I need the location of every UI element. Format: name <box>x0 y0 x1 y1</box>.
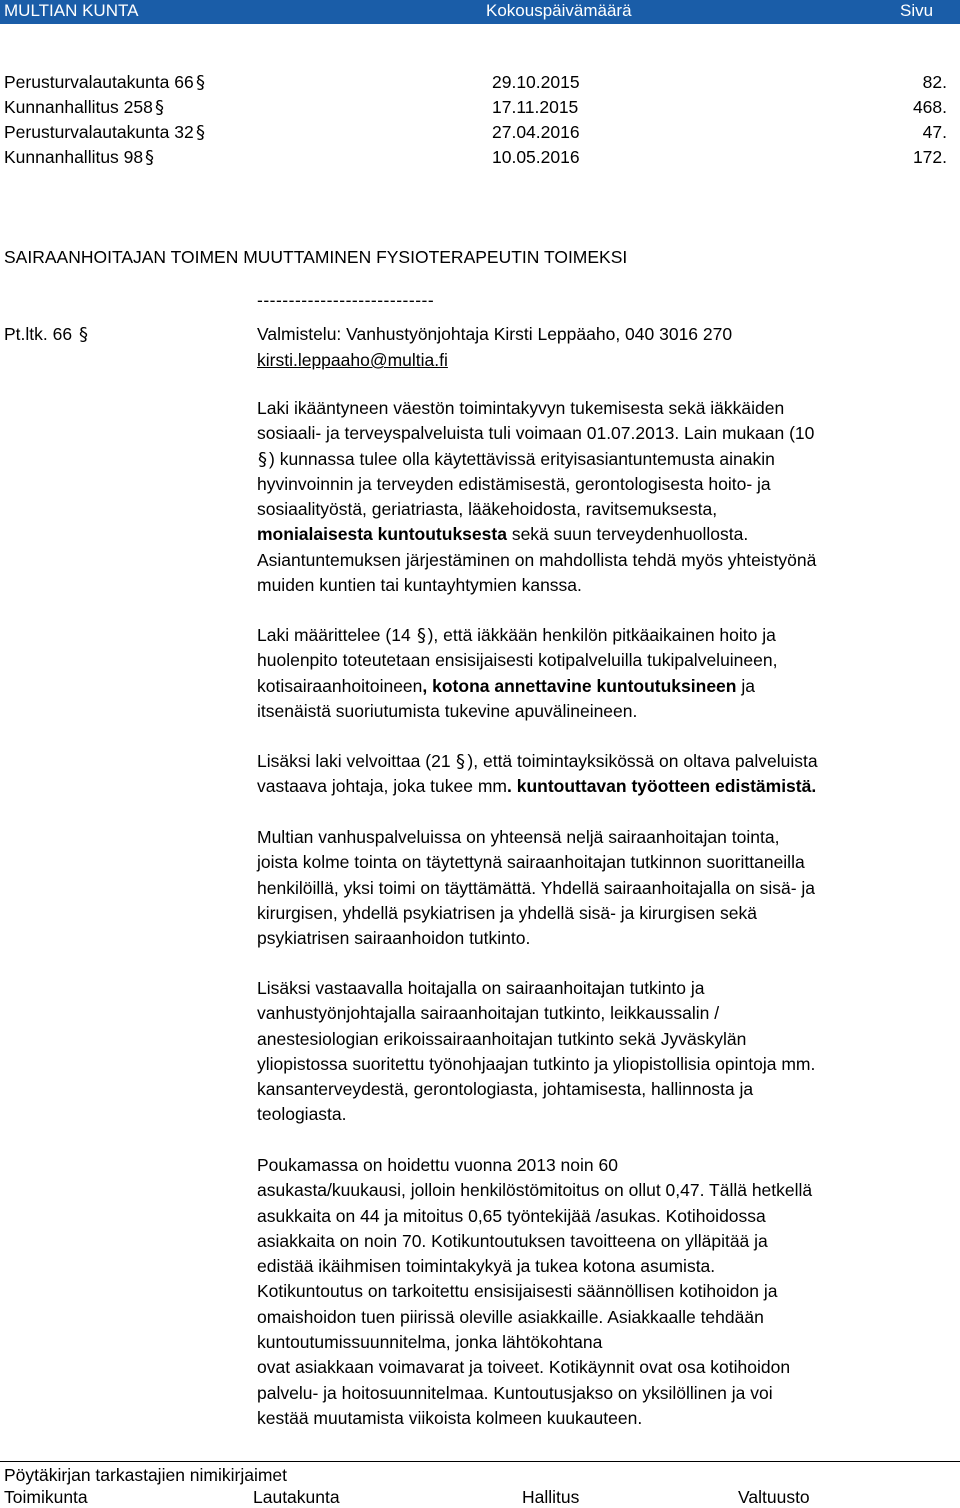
svg-text:§: § <box>154 97 164 118</box>
footer-col-lautakunta: Lautakunta <box>253 1487 340 1507</box>
text-line: monialaisesta kuntoutuksesta sekä suun terveydenhuollosta. <box>257 524 749 545</box>
page-header <box>0 0 960 24</box>
history-number: 47. <box>922 122 947 142</box>
page-label: Sivu <box>900 1 934 20</box>
separator-dashes: ---------------------------- <box>257 290 435 310</box>
text-line: Laki ikääntyneen väestön toimintakyvyn tukemisesta sekä iäkkäiden <box>257 398 785 418</box>
svg-text:§: § <box>145 147 155 168</box>
text-line: anestesiologian erikoissairaanhoitajan tutkinto sekä Jyväskylän <box>257 1028 747 1049</box>
text-line: edistää ikäihmisen toimintakykyä ja tukea kotona asumista. <box>257 1256 716 1277</box>
paragraph-6 <box>257 1153 960 1431</box>
section-sign-icon <box>417 624 427 646</box>
text-line: § ) kunnassa tulee olla käytettävissä erityisasiantuntemusta ainakin <box>258 448 775 470</box>
svg-text:§: § <box>416 625 426 646</box>
footer-col-toimikunta: Toimikunta <box>4 1487 88 1507</box>
text-line: henkilöillä, yksi toimi on täyttämättä. Yhdellä sairaanhoitajalla on sisä- ja <box>257 877 816 898</box>
section-sign-icon <box>258 448 268 470</box>
footer-col-valtuusto: Valtuusto <box>738 1487 810 1507</box>
svg-text:§: § <box>78 324 88 345</box>
history-body: Perusturvalautakunta 32 § <box>4 122 205 143</box>
svg-text:§: § <box>195 72 205 93</box>
text-line: kotisairaanhoitoineen, kotona annettavine kuntoutuksineen ja <box>257 675 755 696</box>
text-line: Asiantuntemuksen järjestäminen on mahdollista tehdä myös yhteistyönä <box>257 549 817 570</box>
text-line: Lisäksi laki velvoittaa (21 § ), että toimintayksikössä on oltava palveluista <box>257 751 818 772</box>
section-sign-icon <box>78 323 88 345</box>
text-line: itsenäistä suoriutumista tukevine apuvälineineen. <box>257 700 638 721</box>
text-line: muiden kuntien tai kuntayhtymien kanssa. <box>257 575 582 596</box>
text-line: vastaava johtaja, joka tukee mm. kuntouttavan työotteen edistämistä. <box>257 776 817 797</box>
section-sign-icon <box>195 121 205 143</box>
paragraph-3 <box>257 749 960 800</box>
text-line: kirurgisen, yhdellä psykiatrisen ja yhdellä sisä- ja kirurgisen sekä <box>257 902 757 923</box>
section-sign-icon <box>154 96 164 118</box>
history-body: Kunnanhallitus 98 § <box>4 147 155 168</box>
svg-text:§: § <box>195 122 205 143</box>
text-line: joista kolme tointa on täytettynä sairaanhoitajan tutkinnon suorittaneilla <box>257 852 805 873</box>
text-line: kansanterveydestä, gerontologiasta, johtamisesta, hallinnosta ja <box>257 1079 754 1100</box>
paragraph-1 <box>257 396 960 598</box>
text-line: Lisäksi vastaavalla hoitajalla on sairaanhoitajan tutkinto ja <box>257 978 705 998</box>
text-line: Poukamassa on hoidettu vuonna 2013 noin 60 <box>257 1155 618 1175</box>
history-number: 468. <box>912 97 947 117</box>
section-sign-icon <box>144 146 154 168</box>
history-number: 82. <box>922 72 947 92</box>
text-line: teologiasta. <box>257 1104 347 1125</box>
text-line: kuntoutumissuunnitelma, jonka lähtökohtana <box>257 1332 603 1353</box>
paragraph-5 <box>257 976 960 1128</box>
history-number: 172. <box>912 147 947 167</box>
footer-title: Pöytäkirjan tarkastajien nimikirjaimet <box>4 1465 288 1485</box>
history-date: 17.11.2015 <box>492 97 579 117</box>
paragraph-2 <box>257 623 960 724</box>
text-line: vanhustyönjohtajalla sairaanhoitajan tutkinto, leikkaussalin / <box>257 1003 720 1024</box>
meeting-date-label: Kokouspäivämäärä <box>486 1 632 20</box>
text-line: palvelu- ja hoitosuunnitelmaa. Kuntoutusjakso on yksilöllinen ja voi <box>257 1382 773 1403</box>
text-line: omaishoidon tuen piirissä oleville asiakkaille. Asiakkaalle tehdään <box>257 1306 764 1327</box>
history-body: Kunnanhallitus 258 § <box>4 97 164 118</box>
document-title: SAIRAANHOITAJAN TOIMEN MUUTTAMINEN FYSIOTERAPEUTIN TOIMEKSI <box>4 247 628 267</box>
history-date: 10.05.2016 <box>492 147 580 167</box>
section-sign-icon <box>195 71 205 93</box>
paragraph-4 <box>257 825 960 951</box>
text-line: ovat asiakkaan voimavarat ja toiveet. Kotikäynnit ovat osa kotihoidon <box>257 1357 791 1378</box>
text-line: yliopistossa suoritettu työnohjaajan tutkinto ja yliopistollisia opintoja mm. <box>257 1053 816 1074</box>
text-line: Kotikuntoutus on tarkoitettu ensisijaisesti säännöllisen kotihoidon ja <box>257 1281 778 1302</box>
text-line: asukasta/kuukausi, jolloin henkilöstömitoitus on ollut 0,47. Tällä hetkellä <box>257 1180 813 1201</box>
text-line: huolenpito toteutetaan ensisijaisesti kotipalveluilla tukipalveluineen, <box>257 650 778 671</box>
text-line: hyvinvoinnin ja terveyden edistämisestä, gerontologisesta hoito- ja <box>257 473 771 494</box>
footer-col-hallitus: Hallitus <box>522 1487 580 1507</box>
svg-text:§: § <box>456 751 466 772</box>
text-line: asukkaita on 44 ja mitoitus 0,65 työntekijää /asukas. Kotihoidossa <box>257 1205 766 1226</box>
text-line: asiakkaita on noin 70. Kotikuntoutuksen tavoitteena on ylläpitää ja <box>257 1230 768 1251</box>
history-date: 27.04.2016 <box>492 122 580 142</box>
history-date: 29.10.2015 <box>492 72 580 92</box>
preparer-line: Valmistelu: Vanhustyönjohtaja Kirsti Leppäaho, 040 3016 270 <box>257 324 733 344</box>
section-sign-icon <box>456 750 466 772</box>
text-line: Laki määrittelee (14 § ), että iäkkään henkilön pitkäaikainen hoito ja <box>257 625 776 646</box>
text-line: sosiaalityöstä, geriatriasta, lääkehoidosta, ravitsemuksesta, <box>257 499 718 520</box>
text-line: Multian vanhuspalveluissa on yhteensä neljä sairaanhoitajan tointa, <box>257 827 780 847</box>
section-ref: Pt.ltk. 66 § <box>4 324 88 345</box>
text-line: psykiatrisen sairaanhoidon tutkinto. <box>257 928 531 949</box>
svg-text:§: § <box>258 448 267 470</box>
footer-divider <box>0 1461 960 1462</box>
text-line: sosiaali- ja terveyspalveluista tuli voimaan 01.07.2013. Lain mukaan (10 <box>257 423 815 444</box>
org-name: MULTIAN KUNTA <box>4 1 139 20</box>
history-body: Perusturvalautakunta 66 § <box>4 72 205 93</box>
email-link[interactable]: kirsti.leppaaho@multia.fi <box>257 350 448 370</box>
text-line: kestää muutamista viikoista kolmeen kuukauteen. <box>257 1407 643 1428</box>
